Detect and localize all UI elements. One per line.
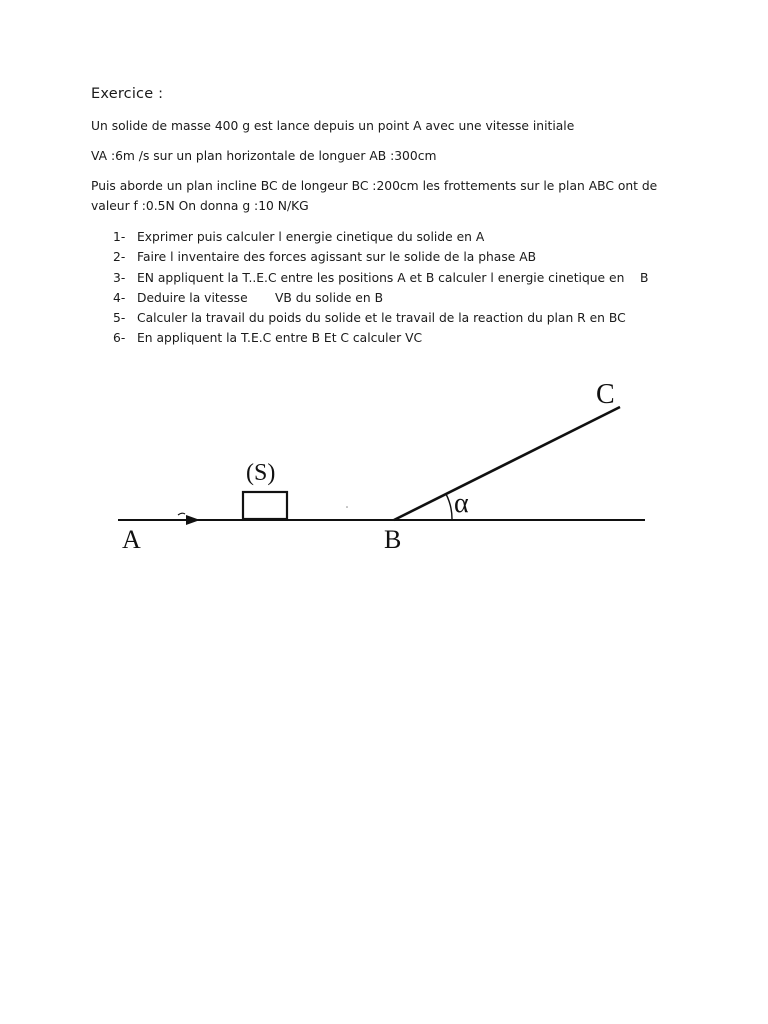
- statement-paragraph-2: VA :6m /s sur un plan horizontale de longuer AB :300cm: [91, 149, 437, 163]
- question-number: 5-: [113, 311, 126, 326]
- point-c-label: C: [596, 379, 615, 410]
- angle-arc: [446, 494, 452, 520]
- question-number: 4-: [113, 290, 126, 305]
- angle-alpha-label: α: [454, 488, 469, 519]
- inclined-plane-line: [394, 407, 620, 520]
- stray-dot: [346, 506, 348, 508]
- question-text: En appliquent la T.E.C entre B Et C calculer VC: [137, 331, 423, 346]
- question-number: 3-: [113, 270, 126, 285]
- question-text: Calculer la travail du poids du solide et le travail de la reaction du plan R en BC: [137, 311, 626, 326]
- solid-block: [243, 492, 287, 519]
- question-text: Deduire la vitesse VB du solide en B: [137, 290, 384, 305]
- velocity-arrow-icon: [186, 515, 200, 525]
- point-a-label: A: [122, 525, 141, 554]
- question-text: Exprimer puis calculer l energie cinetique du solide en A: [137, 230, 485, 244]
- velocity-tick-mark: [178, 513, 185, 515]
- statement-paragraph-3: Puis aborde un plan incline BC de longeur BC :200cm les frottements sur le plan ABC ont de valeur f :0.5N On donna g :10 N/KG: [91, 179, 658, 213]
- question-number: 1-: [113, 230, 126, 244]
- question-text: EN appliquent la T..E.C entre les positions A et B calculer l energie cinetique en B: [137, 270, 649, 285]
- solid-label: (S): [246, 460, 276, 486]
- point-b-label: B: [384, 525, 402, 554]
- question-number: 2-: [113, 250, 126, 265]
- statement-paragraph-1: Un solide de masse 400 g est lance depuis un point A avec une vitesse initiale: [91, 119, 575, 133]
- question-text: Faire l inventaire des forces agissant sur le solide de la phase AB: [137, 250, 537, 265]
- exercise-title: Exercice :: [91, 86, 164, 102]
- question-number: 6-: [113, 331, 126, 346]
